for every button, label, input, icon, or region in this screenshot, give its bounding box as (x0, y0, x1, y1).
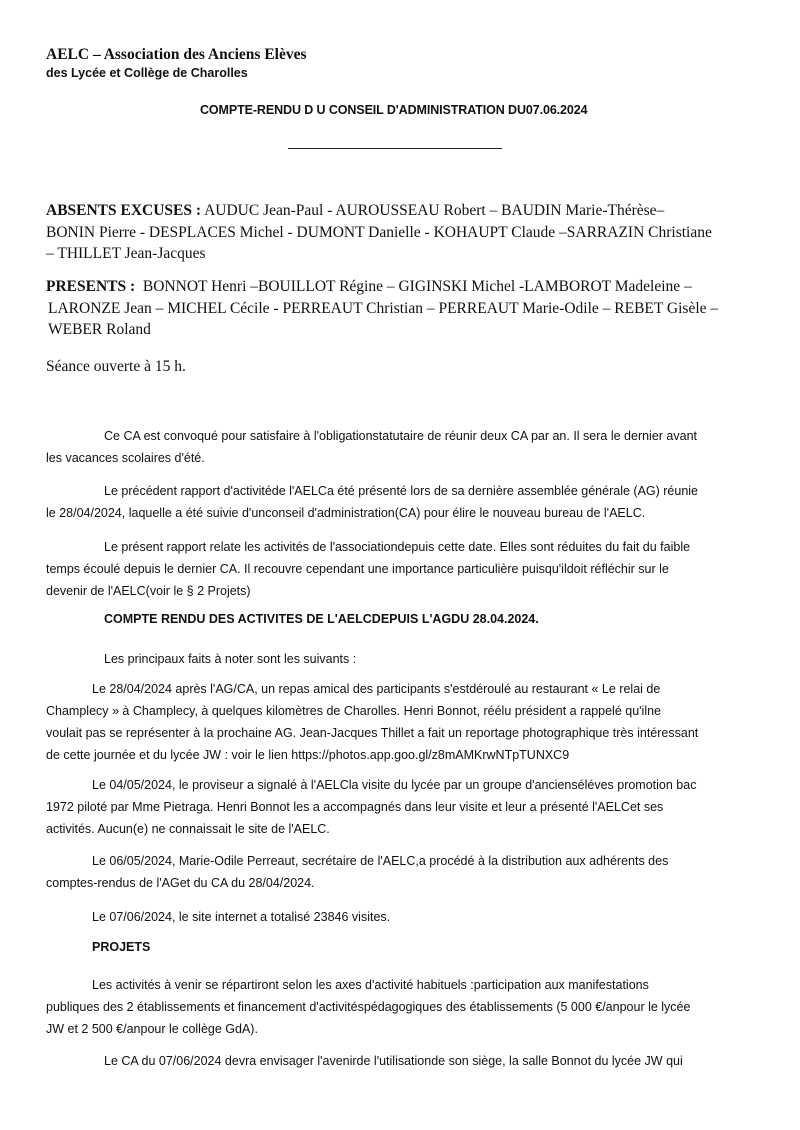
paragraph-10 (46, 1050, 786, 1072)
paragraph-line: temps écoulé depuis le dernier CA. Il recouvre cependant une importance particulière puisqu'ildoit réfléchir sur le (46, 562, 669, 576)
paragraph-line: Le 28/04/2024 après l'AG/CA, un repas amical des participants s'estdéroulé au restaurant « Le relai de (92, 682, 661, 696)
paragraph-1 (46, 425, 786, 469)
paragraph-line: Le présent rapport relate les activités de l'associationdepuis cette date. Elles sont réduites du fait du faible (104, 540, 691, 554)
paragraph-line: comptes-rendus de l'AGet du CA du 28/04/2024. (46, 876, 315, 890)
paragraph-line: Les activités à venir se répartiront selon les axes d'activité habituels :participation aux manifestations (92, 978, 649, 992)
paragraph-7 (46, 850, 786, 894)
org-subtitle: des Lycée et Collège de Charolles (46, 66, 248, 80)
absents-block (46, 200, 776, 265)
paragraph-line: Le 04/05/2024, le proviseur a signalé à l'AELCla visite du lycée par un groupe d'ancienséléves promotion bac (92, 778, 697, 792)
paragraph-line: publiques des 2 établissements et financement d'activitéspédagogiques des établissements (5 000 €/anpour le lycée (46, 1000, 691, 1014)
paragraph-5 (46, 678, 786, 766)
document-title: COMPTE-RENDU D U CONSEIL D'ADMINISTRATION DU07.06.2024 (200, 103, 588, 117)
paragraph-line: activités. Aucun(e) ne connaissait le site de l'AELC. (46, 822, 330, 836)
paragraph-line: Le précédent rapport d'activitéde l'AELCa été présenté lors de sa dernière assemblée générale (AG) réunie (104, 484, 699, 498)
absents-line-3: – THILLET Jean-Jacques (46, 245, 206, 262)
presents-line-3: WEBER Roland (48, 321, 151, 338)
paragraph-6 (46, 774, 786, 840)
absents-line-1: AUDUC Jean-Paul - AUROUSSEAU Robert – BAUDIN Marie-Thérèse– (204, 202, 665, 219)
paragraph-2 (46, 480, 786, 524)
paragraph-line: Le 06/05/2024, Marie-Odile Perreaut, secrétaire de l'AELC,a procédé à la distribution aux adhérents des (92, 854, 669, 868)
paragraph-8: Le 07/06/2024, le site internet a totalisé 23846 visites. (92, 910, 391, 924)
paragraph-4: Les principaux faits à noter sont les suivants : (104, 652, 357, 666)
presents-line-1: BONNOT Henri –BOUILLOT Régine – GIGINSKI Michel -LAMBOROT Madeleine – (142, 278, 692, 295)
absents-label: ABSENTS EXCUSES : (46, 202, 202, 219)
absents-line-2: BONIN Pierre - DESPLACES Michel - DUMONT Danielle - KOHAUPT Claude –SARRAZIN Christiane (46, 223, 712, 241)
paragraph-line: Ce CA est convoqué pour satisfaire à l'obligationstatutaire de réunir deux CA par an. Il sera le dernier avant (104, 429, 698, 443)
paragraph-line: Le CA du 07/06/2024 devra envisager l'avenirde l'utilisationde son siège, la salle Bonnot du lycée JW qui (104, 1054, 683, 1068)
org-name: AELC – Association des Anciens Elèves (46, 46, 307, 63)
paragraph-line: devenir de l'AELC(voir le § 2 Projets) (46, 584, 251, 598)
paragraph-line: 1972 piloté par Mme Pietraga. Henri Bonnot les a accompagnés dans leur visite et leur a présenté l'AELCet ses (46, 800, 664, 814)
presents-line-2: LARONZE Jean – MICHEL Cécile - PERREAUT Christian – PERREAUT Marie-Odile – REBET Gisèle – (48, 299, 719, 317)
paragraph-line: voulait pas se représenter à la prochaine AG. Jean-Jacques Thillet a fait un reportage photographique très intéressant (46, 726, 699, 740)
presents-block (46, 276, 776, 341)
paragraph-line: de cette journée et du lycée JW : voir le lien https://photos.app.goo.gl/z8mAMKrwNTpTUNXC9 (46, 748, 570, 762)
section-heading-activites: COMPTE RENDU DES ACTIVITES DE L'AELCDEPUIS L'AGDU 28.04.2024. (104, 612, 539, 626)
seance-opening: Séance ouverte à 15 h. (46, 358, 186, 375)
paragraph-3 (46, 536, 786, 602)
title-divider (288, 148, 502, 149)
paragraph-9 (46, 974, 786, 1040)
paragraph-line: les vacances scolaires d'été. (46, 451, 205, 465)
paragraph-line: JW et 2 500 €/anpour le collège GdA). (46, 1022, 258, 1036)
section-heading-projets: PROJETS (92, 940, 151, 954)
paragraph-line: le 28/04/2024, laquelle a été suivie d'unconseil d'administration(CA) pour élire le nouveau bureau de l'AELC. (46, 506, 646, 520)
paragraph-line: Champlecy » à Champlecy, à quelques kilomètres de Charolles. Henri Bonnot, réélu président a rappelé qu'ilne (46, 704, 661, 718)
presents-label: PRESENTS : (46, 278, 136, 295)
